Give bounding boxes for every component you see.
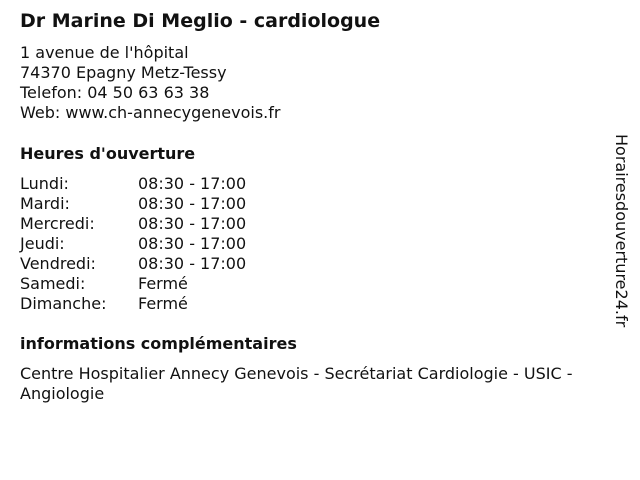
website: Web: www.ch-annecygenevois.fr bbox=[20, 103, 281, 122]
address-city: 74370 Epagny Metz-Tessy bbox=[20, 63, 227, 82]
hours-row bbox=[20, 254, 246, 274]
hours-table bbox=[20, 174, 246, 314]
page-title: Dr Marine Di Meglio - cardiologue bbox=[20, 10, 381, 32]
info-heading: informations complémentaires bbox=[20, 334, 297, 353]
hours-time: 08:30 - 17:00 bbox=[138, 214, 247, 233]
watermark: Horairesdouverture24.fr bbox=[612, 134, 631, 328]
hours-row bbox=[20, 214, 246, 234]
hours-day: Dimanche: bbox=[20, 294, 107, 313]
hours-heading: Heures d'ouverture bbox=[20, 144, 196, 163]
info-text: Centre Hospitalier Annecy Genevois - Secrétariat Cardiologie - USIC - Angiologie bbox=[20, 364, 573, 403]
address-street: 1 avenue de l'hôpital bbox=[20, 43, 189, 62]
hours-day: Vendredi: bbox=[20, 254, 96, 273]
hours-row bbox=[20, 194, 246, 214]
hours-time: 08:30 - 17:00 bbox=[138, 174, 247, 193]
hours-day: Jeudi: bbox=[20, 234, 65, 253]
hours-row bbox=[20, 174, 246, 194]
hours-time: 08:30 - 17:00 bbox=[138, 254, 247, 273]
hours-day: Mercredi: bbox=[20, 214, 95, 233]
hours-time: Fermé bbox=[138, 294, 188, 313]
hours-time: 08:30 - 17:00 bbox=[138, 234, 247, 253]
phone-number: Telefon: 04 50 63 63 38 bbox=[20, 83, 210, 102]
address-block bbox=[20, 43, 280, 123]
hours-day: Mardi: bbox=[20, 194, 70, 213]
hours-row bbox=[20, 274, 246, 294]
hours-day: Lundi: bbox=[20, 174, 69, 193]
hours-row bbox=[20, 234, 246, 254]
hours-time: Fermé bbox=[138, 274, 188, 293]
hours-time: 08:30 - 17:00 bbox=[138, 194, 247, 213]
hours-day: Samedi: bbox=[20, 274, 86, 293]
hours-row bbox=[20, 294, 246, 314]
